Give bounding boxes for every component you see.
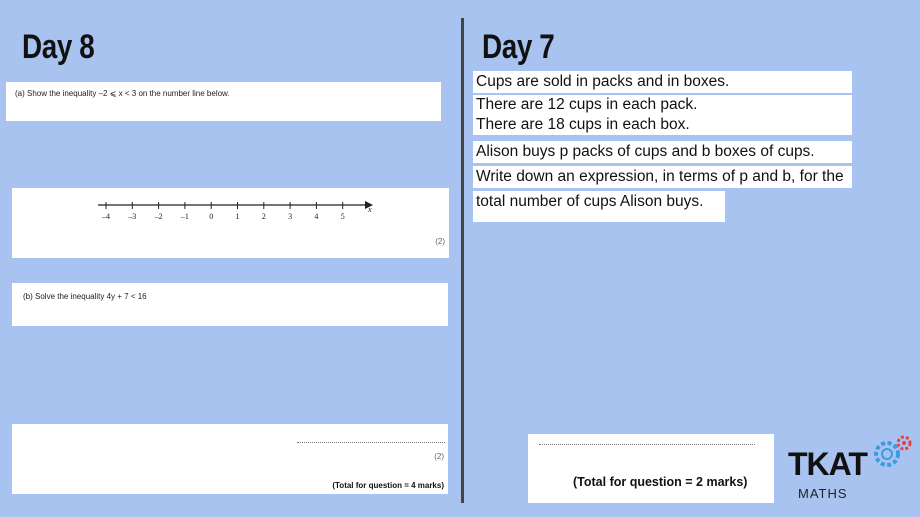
day8-total: (Total for question = 4 marks) bbox=[332, 481, 444, 490]
number-line-tick-label: 0 bbox=[209, 212, 214, 221]
day7-line-6: total number of cups Alison buys. bbox=[473, 191, 725, 222]
day7-line-2: There are 12 cups in each pack. bbox=[473, 95, 852, 115]
number-line-axis-label: x bbox=[368, 205, 372, 214]
day7-line-3: There are 18 cups in each box. bbox=[473, 115, 852, 135]
logo-name: TKAT bbox=[788, 446, 867, 482]
number-line-tick-label: 3 bbox=[288, 212, 293, 221]
number-line-tick-label: –4 bbox=[102, 212, 110, 221]
gear-icon bbox=[864, 432, 914, 476]
logo-sub: MATHS bbox=[798, 486, 848, 501]
number-line-tick-label: –3 bbox=[128, 212, 137, 221]
day7-line-4: Alison buys p packs of cups and b boxes of cups. bbox=[473, 141, 852, 163]
number-line-card bbox=[12, 188, 449, 258]
day7-line-5: Write down an expression, in terms of p and b, for the bbox=[473, 166, 852, 188]
day8-answer-line bbox=[297, 442, 445, 443]
number-line bbox=[12, 188, 449, 258]
day8-part-a-card bbox=[6, 82, 441, 121]
number-line-tick-label: 2 bbox=[261, 212, 266, 221]
number-line-tick-label: 5 bbox=[340, 212, 345, 221]
day7-answer-line bbox=[539, 444, 755, 445]
day7-answer-card bbox=[528, 434, 774, 503]
number-line-tick-label: 4 bbox=[314, 212, 319, 221]
day7-heading: Day 7 bbox=[482, 28, 555, 66]
divider bbox=[461, 18, 464, 503]
day8-part-a-text: (a) Show the inequality –2 ⩽ x < 3 on the number line below. bbox=[15, 89, 230, 98]
day7-total: (Total for question = 2 marks) bbox=[573, 475, 748, 489]
day8-part-b-text: (b) Solve the inequality 4y + 7 < 16 bbox=[23, 292, 147, 301]
day8-marks-b: (2) bbox=[434, 452, 444, 461]
day8-heading: Day 8 bbox=[22, 28, 95, 66]
number-line-tick-label: –1 bbox=[180, 212, 189, 221]
day7-line-1: Cups are sold in packs and in boxes. bbox=[473, 71, 852, 93]
number-line-tick-label: –2 bbox=[154, 212, 163, 221]
day8-answer-card bbox=[12, 424, 448, 494]
tkat-logo bbox=[788, 436, 913, 506]
day8-part-b-card bbox=[12, 283, 448, 326]
day8-marks-a: (2) bbox=[435, 237, 445, 246]
number-line-tick-label: 1 bbox=[235, 212, 240, 221]
